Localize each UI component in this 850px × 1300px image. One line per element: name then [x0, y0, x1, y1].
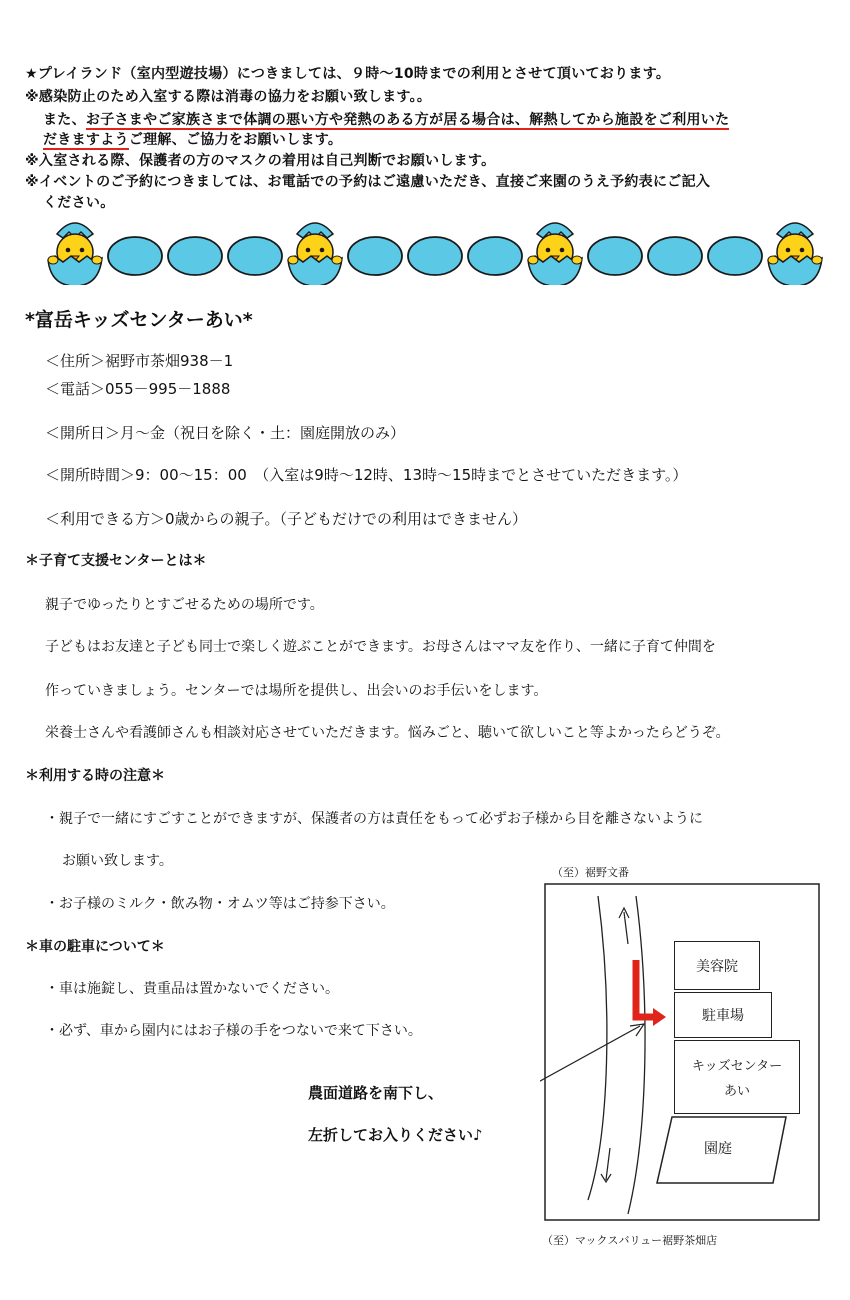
- chick-icon: [768, 223, 822, 285]
- center-address: ＜住所＞裾野市茶畑938－1: [45, 352, 234, 370]
- caution-item-2: ・お子様のミルク・飲み物・オムツ等はご持参下さい。: [45, 896, 395, 912]
- egg-icon: [708, 237, 762, 275]
- notice-line-5: ※入室される際、保護者の方のマスクの着用は自己判断でお願いします。: [25, 153, 496, 169]
- caution-heading: ＊利用する時の注意＊: [25, 768, 165, 784]
- egg-icon: [588, 237, 642, 275]
- egg-icon: [108, 237, 162, 275]
- decor-egg-chick-row: [0, 210, 850, 285]
- map-kids-center: [674, 1040, 800, 1114]
- center-title: *富岳キッズセンターあい*: [25, 309, 253, 331]
- egg-icon: [468, 237, 522, 275]
- chick-icon: [48, 223, 102, 285]
- star-icon: ★: [25, 66, 38, 82]
- map-salon: 美容院: [674, 941, 760, 990]
- map-kids-center-line-2: あい: [723, 1084, 750, 1099]
- caution-item-1-continued: お願い致します。: [62, 853, 173, 869]
- notice-line-6: ※イベントのご予約につきましては、お電話での予約はご遠慮いただき、直接ご来園のうえ予約表にご記入: [25, 174, 711, 190]
- map-instruction-1: 農面道路を南下し、: [308, 1084, 444, 1102]
- parking-item-1: ・車は施錠し、貴重品は置かないでください。: [45, 981, 339, 997]
- center-phone: ＜電話＞055－995－1888: [45, 380, 231, 398]
- egg-icon: [168, 237, 222, 275]
- egg-icon: [348, 237, 402, 275]
- map-garden-label: 園庭: [704, 1141, 732, 1157]
- center-eligible: ＜利用できる方＞0歳からの親子。（子どもだけでの利用はできません）: [45, 510, 528, 528]
- map-kids-center-line-1: キッズセンター: [691, 1059, 783, 1074]
- parking-item-2: ・必ず、車から園内にはお子様の手をつないで来て下さい。: [45, 1023, 422, 1039]
- map-instruction-2: 左折してお入りください♪: [308, 1126, 483, 1144]
- notice-line-4: だきますようご理解、ご協力をお願いします。: [43, 132, 343, 148]
- notice-line-2: ※感染防止のため入室する際は消毒の協力をお願い致します。。: [25, 89, 432, 105]
- egg-icon: [408, 237, 462, 275]
- about-paragraph-4: 栄養士さんや看護師さんも相談対応させていただきます。悩みごと、聴いて欲しいこと等よかったらどうぞ。: [45, 725, 730, 741]
- egg-icon: [228, 237, 282, 275]
- chick-icon: [288, 223, 342, 285]
- about-paragraph-2: 子どもはお友達と子ども同士で楽しく遊ぶことができます。お母さんはママ友を作り、一緒に子育て仲間を: [45, 639, 716, 655]
- map-top-label: （至）裾野文番: [552, 866, 629, 879]
- map-parking-lot: 駐車場: [674, 992, 772, 1038]
- chick-icon: [528, 223, 582, 285]
- center-open-hours: ＜開所時間＞9：00〜15：00 （入室は9時〜12時、13時〜15時までとさせていただきます。）: [45, 466, 688, 484]
- notice-line-7: ください。: [43, 195, 115, 211]
- parking-heading: ＊車の駐車について＊: [25, 939, 165, 955]
- about-paragraph-1: 親子でゆったりとすごせるための場所です。: [45, 597, 324, 613]
- notice-line-1: ★プレイランド（室内型遊技場）につきましては、９時〜10時までの利用とさせて頂いております。: [25, 66, 671, 82]
- center-open-days: ＜開所日＞月〜金（祝日を除く・土：園庭開放のみ）: [45, 424, 406, 442]
- about-paragraph-3: 作っていきましょう。センターでは場所を提供し、出会いのお手伝いをします。: [45, 683, 548, 699]
- egg-icon: [648, 237, 702, 275]
- map-bottom-label: （至）マックスバリュー裾野茶畑店: [542, 1234, 718, 1247]
- notice-line-3: また、お子さまやご家族さまで体調の悪い方や発熱のある方が居る場合は、解熱してから施設をご利用いた: [43, 112, 730, 128]
- caution-item-1: ・親子で一緒にすごすことができますが、保護者の方は責任をもって必ずお子様から目を離さないように: [45, 811, 703, 827]
- about-heading: ＊子育て支援センターとは＊: [25, 553, 207, 569]
